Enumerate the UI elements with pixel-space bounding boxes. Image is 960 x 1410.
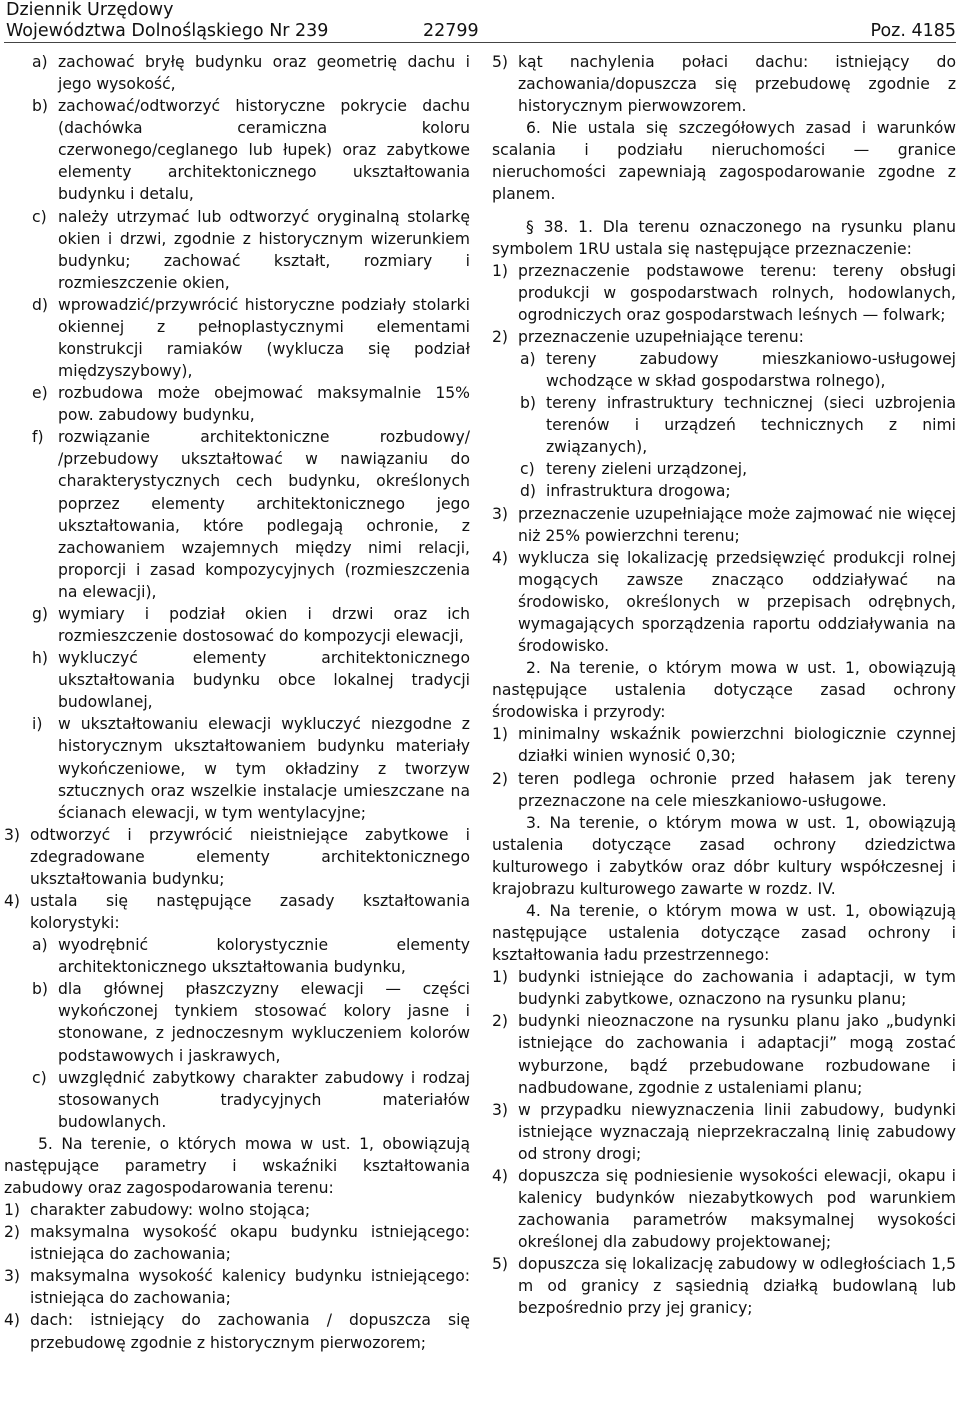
- item-text: przeznaczenie podstawowe terenu: tereny obsługi produkcji w gospodarstwach rolnych, hodowlanych, ogrodniczych oraz gospodarstwach leśnych — folwark;: [518, 261, 956, 324]
- item-marker: 3): [4, 1267, 21, 1286]
- list-item: [492, 51, 956, 117]
- sub-list-item: [4, 95, 470, 205]
- section-gap: [492, 206, 956, 216]
- item-marker: c): [32, 1068, 47, 1087]
- item-text: dla głównej płaszczyzny elewacji — części wykończonej tynkiem stosować kolory jasne i stonowane, z jednoczesnym wykluczeniem kolorów podstawowych i jaskrawych,: [58, 980, 470, 1065]
- list-item: [492, 260, 956, 326]
- left-column: [4, 51, 470, 1354]
- paragraph: 3. Na terenie, o którym mowa w ust. 1, obowiązują ustalenia dotyczące zasad ochrony dziedzictwa kulturowego i zabytków oraz dóbr kultury współczesnej i krajobrazu kulturowego zawarte w rozdz. IV.: [492, 813, 956, 898]
- item-text: wprowadzić/przywrócić historyczne podziały stolarki okiennej z pełnoplastycznymi elementami konstrukcji ramiaków (wyklucza się podział międzyszybowy),: [58, 295, 470, 381]
- item-marker: e): [32, 384, 48, 403]
- sub-list-item: [4, 294, 470, 382]
- sub-list-item: [4, 1067, 470, 1133]
- item-text: zachować bryłę budynku oraz geometrię dachu i jego wysokość,: [58, 53, 470, 94]
- item-marker: 3): [4, 825, 21, 844]
- sub-list-item: [4, 426, 470, 603]
- item-marker: 4): [492, 548, 509, 567]
- item-marker: 3): [492, 504, 509, 523]
- list-item: [492, 966, 956, 1010]
- paragraph: 2. Na terenie, o którym mowa w ust. 1, obowiązują następujące ustalenia dotyczące zasad ochrony środowiska i przyrody:: [492, 659, 956, 722]
- item-text: rozwiązanie architektoniczne rozbudowy/ /przebudowy ukształtować w nawiązaniu do charakterystycznych cech budynku, określonych poprzez elementy architektonicznego jego ukształtowania, które podlegają ochronie, z zachowaniem wzajemnych między nimi relacji, proporcji i zasad kompozycyjnych (rozmieszczenia na elewacji),: [58, 428, 470, 601]
- list-item: [4, 1265, 470, 1309]
- item-marker: 2): [492, 327, 509, 346]
- sub-list-item: [4, 934, 470, 978]
- item-text: ustala się następujące zasady kształtowania kolorystyki:: [30, 891, 470, 933]
- list-item: [492, 1253, 956, 1319]
- item-marker: a): [520, 350, 536, 369]
- list-item: [4, 824, 470, 890]
- item-text: teren podlega ochronie przed hałasem jak tereny przeznaczone na cele mieszkaniowo-usługowe.: [518, 769, 956, 810]
- sub-list-item: [492, 480, 956, 502]
- item-marker: i): [32, 715, 43, 734]
- list-item: [492, 723, 956, 767]
- sub-list-item: [492, 348, 956, 392]
- item-marker: 1): [492, 725, 509, 744]
- item-marker: c): [32, 207, 47, 226]
- item-text: uwzględnić zabytkowy charakter zabudowy i rodzaj stosowanych tradycyjnych materiałów budowlanych.: [58, 1068, 470, 1131]
- publication-issue: Województwa Dolnośląskiego Nr 239: [6, 21, 329, 41]
- item-text: maksymalna wysokość okapu budynku istniejącego: istniejąca do zachowania;: [30, 1223, 470, 1264]
- item-marker: b): [520, 394, 536, 413]
- item-marker: a): [32, 53, 48, 71]
- item-marker: 4): [492, 1166, 509, 1185]
- right-column: [492, 51, 956, 1319]
- page-number: 22799: [423, 21, 479, 41]
- item-text: budynki istniejące do zachowania i adaptacji, w tym budynki zabytkowe, oznaczono na rysunku planu;: [518, 968, 956, 1009]
- item-text: wyklucza się lokalizację przedsięwzięć produkcji rolnej mogących zawsze znacząco oddziaływać na środowisko, określonych w przepisach odrębnych, wymagających sporządzenia raportu oddziaływania na środowisko.: [518, 548, 956, 656]
- paragraph: 5. Na terenie, o których mowa w ust. 1, obowiązują następujące parametry i wskaźniki kształtowania zabudowy oraz zagospodarowania terenu:: [4, 1134, 470, 1197]
- sub-list-item: [492, 392, 956, 458]
- paragraph: 6. Nie ustala się szczegółowych zasad i warunków scalania i podziału nieruchomości — granice nieruchomości zapewniają zagospodarowanie zgodne z planem.: [492, 119, 956, 204]
- list-item: [492, 1010, 956, 1098]
- item-marker: 2): [492, 769, 509, 788]
- item-text: należy utrzymać lub odtworzyć oryginalną stolarkę okien i drzwi, zgodnie z historycznym wizerunkiem budynku; zachować kształt, rozmiary i rozmieszczenie okien,: [58, 207, 470, 292]
- item-text: kąt nachylenia połaci dachu: istniejący do zachowania/dopuszcza się przebudowę zgodnie z historycznym pierwowzorem.: [518, 53, 956, 116]
- item-text: tereny zabudowy mieszkaniowo-usługowej wchodzące w skład gospodarstwa rolnego),: [546, 350, 956, 391]
- item-text: charakter zabudowy: wolno stojąca;: [30, 1201, 311, 1220]
- item-marker: 1): [492, 968, 509, 987]
- item-text: rozbudowa może obejmować maksymalnie 15% pow. zabudowy budynku,: [58, 384, 470, 425]
- item-marker: a): [32, 936, 48, 955]
- item-text: wyodrębnić kolorystycznie elementy architektonicznego ukształtowania budynku,: [58, 936, 470, 977]
- item-text: przeznaczenie uzupełniające terenu:: [518, 327, 804, 346]
- item-text: w przypadku niewyznaczenia linii zabudowy, budynki istniejące wyznaczają nieprzekraczalną linię zabudowy od strony drogi;: [518, 1100, 956, 1163]
- item-text: odtworzyć i przywrócić nieistniejące zabytkowe i zdegradowane elementy architektonicznego ukształtowania budynku;: [30, 825, 470, 888]
- page-header: [0, 0, 960, 44]
- item-marker: b): [32, 980, 48, 999]
- item-text: wymiary i podział okien i drzwi oraz ich rozmieszczenie dostosować do kompozycji elewacji,: [58, 604, 470, 646]
- sub-list-item: [4, 206, 470, 294]
- item-marker: 3): [492, 1100, 509, 1119]
- position-number: Poz. 4185: [870, 21, 956, 41]
- list-item: [4, 1199, 470, 1221]
- item-marker: 5): [492, 1255, 509, 1274]
- list-item: [492, 547, 956, 657]
- list-item: [4, 1221, 470, 1265]
- list-item: [492, 503, 956, 547]
- paragraph: 4. Na terenie, o którym mowa w ust. 1, obowiązują następujące ustalenia dotyczące zasad ochrony i kształtowania ładu przestrzennego:: [492, 901, 956, 965]
- sub-list-item: [492, 458, 956, 480]
- item-text: tereny zieleni urządzonej,: [546, 460, 748, 479]
- item-text: tereny infrastruktury technicznej (sieci uzbrojenia terenów i urządzeń technicznych z nimi związanych),: [546, 394, 956, 457]
- publication-title: Dziennik Urzędowy: [6, 0, 174, 20]
- item-marker: d): [520, 482, 536, 501]
- sub-list-item: [4, 647, 470, 713]
- item-marker: b): [32, 97, 48, 116]
- item-text: przeznaczenie uzupełniające może zajmować nie więcej niż 25% powierzchni terenu;: [518, 504, 956, 545]
- paragraph: § 38. 1. Dla terenu oznaczonego na rysunku planu symbolem 1RU ustala się następujące przeznaczenie:: [492, 217, 956, 258]
- item-marker: 4): [4, 891, 21, 910]
- item-marker: g): [32, 604, 48, 623]
- item-marker: 2): [4, 1223, 21, 1242]
- sub-list-item: [4, 382, 470, 426]
- item-marker: 4): [4, 1311, 21, 1330]
- item-marker: 2): [492, 1012, 509, 1031]
- item-marker: f): [32, 428, 44, 447]
- item-text: dopuszcza się lokalizację zabudowy w odległościach 1,5 m od granicy z sąsiednią działką budowlaną lub bezpośrednio przy jej granicy;: [518, 1255, 956, 1318]
- list-item: [4, 890, 470, 934]
- item-text: wykluczyć elementy architektonicznego ukształtowania budynku obce lokalnej tradycji budowlanej,: [58, 649, 470, 712]
- list-item: [492, 768, 956, 812]
- item-text: dach: istniejący do zachowania / dopuszcza się przebudowę zgodnie z historycznym pierwozorem;: [30, 1311, 470, 1352]
- item-marker: d): [32, 295, 48, 314]
- item-text: dopuszcza się podniesienie wysokości elewacji, okapu i kalenicy budynków niezabytkowych pod warunkiem zachowania parametrów maksymalnej wysokości określonej dla zabudowy projektowanej;: [518, 1166, 956, 1252]
- item-marker: 1): [4, 1201, 21, 1220]
- item-marker: 5): [492, 53, 509, 71]
- item-text: infrastruktura drogowa;: [546, 482, 731, 501]
- list-item: [4, 1309, 470, 1353]
- list-item: [492, 326, 956, 348]
- list-item: [492, 1165, 956, 1253]
- item-marker: 1): [492, 261, 509, 280]
- sub-list-item: [4, 51, 470, 95]
- list-item: [492, 1099, 956, 1165]
- item-text: maksymalna wysokość kalenicy budynku istniejącego: istniejąca do zachowania;: [30, 1267, 470, 1308]
- header-rule: [4, 42, 956, 43]
- sub-list-item: [4, 713, 470, 823]
- item-text: w ukształtowaniu elewacji wykluczyć niezgodne z historycznym ukształtowaniem budynku materiały wykończeniowe, w tym okładziny z tworzyw sztucznych oraz wszelkie instalacje umieszczane na ścianach elewacji, w tym wentylacyjne;: [58, 715, 470, 822]
- sub-list-item: [4, 603, 470, 647]
- sub-list-item: [4, 978, 470, 1066]
- item-marker: c): [520, 460, 535, 479]
- item-text: budynki nieoznaczone na rysunku planu jako „budynki istniejące do zachowania i adaptacji” mogą zostać wyburzone, bądź przebudowane rozbudowane i nadbudowane, zgodnie z ustaleniami planu;: [518, 1012, 956, 1097]
- item-text: minimalny wskaźnik powierzchni biologicznie czynnej działki winien wynosić 0,30;: [518, 725, 956, 766]
- item-text: zachować/odtworzyć historyczne pokrycie dachu (dachówka ceramiczna koloru czerwonego/ceglanego lub łupek) oraz zabytkowe elementy architektonicznego ukształtowania budynku i detalu,: [58, 97, 470, 204]
- item-marker: h): [32, 649, 48, 668]
